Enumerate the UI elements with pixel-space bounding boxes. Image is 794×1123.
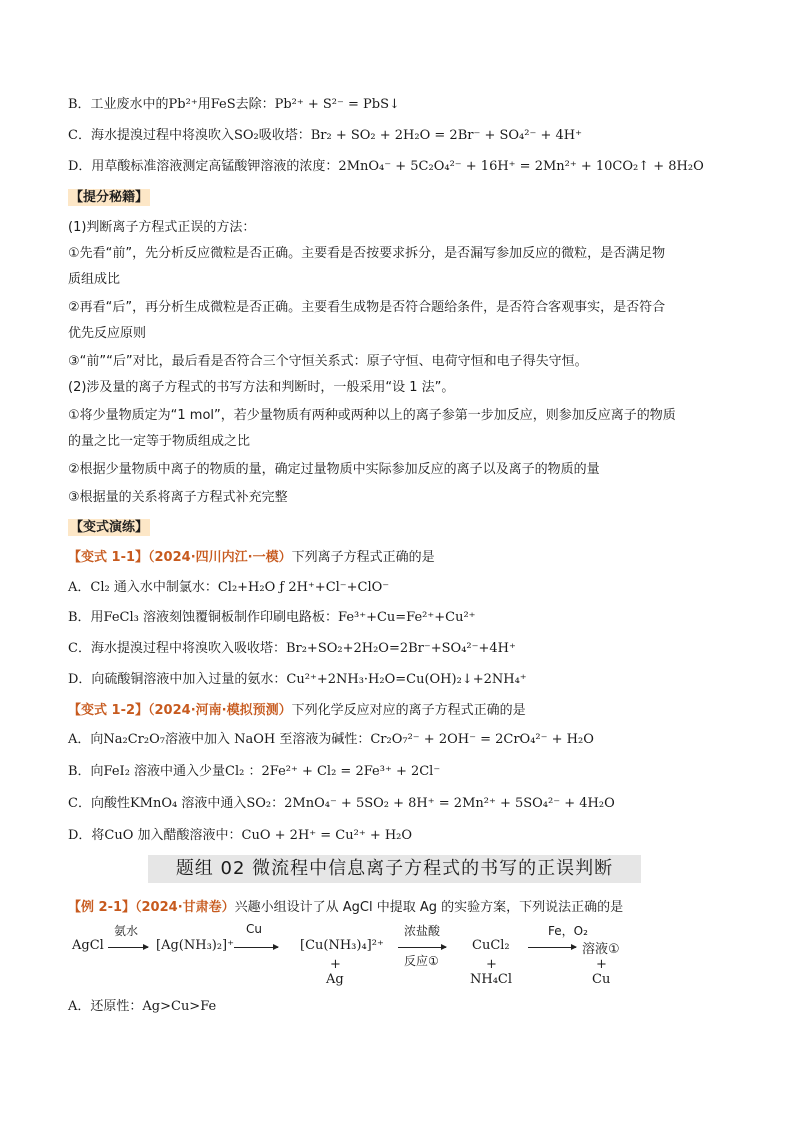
q1-option-b: B．用FeCl₃ 溶液刻蚀覆铜板制作印刷电路板：Fe³⁺+Cu=Fe²⁺+Cu²⁺ (68, 610, 476, 625)
q2-option-d: D．将CuO 加入醋酸溶液中：CuO + 2H⁺ = Cu²⁺ + H₂O (68, 828, 413, 843)
tips-heading: 【提分秘籍】 (70, 190, 149, 205)
tips-line: 优先反应原则 (68, 326, 147, 341)
tips-line: ①先看“前”，先分析反应微粒是否正确。主要看是否按要求拆分，是否漏写参加反应的微粒，是否满足物 (68, 246, 666, 261)
flow-node-solution: 溶液① (582, 942, 620, 957)
flow-byproduct-cu: Cu (592, 972, 611, 987)
arrow-label-hcl: 浓盐酸 (404, 924, 441, 938)
option-d-top: D．用草酸标准溶液测定高锰酸钾溶液的浓度：2MnO₄⁻ + 5C₂O₄²⁻ + 16H⁺ = 2Mn²⁺ + 10CO₂↑ + 8H₂O (68, 159, 704, 174)
q2-option-a: A．向Na₂Cr₂O₇溶液中加入 NaOH 至溶液为碱性：Cr₂O₇²⁻ + 2OH⁻ = 2CrO₄²⁻ + H₂O (68, 732, 594, 747)
tips-line: ②再看“后”，再分析生成微粒是否正确。主要看生成物是否符合题给条件，是否符合客观事实，是否符合 (68, 300, 666, 315)
question-source: （2024·四川内江·一模） (148, 550, 292, 565)
plus-sign: + (486, 957, 497, 972)
group-title: 题组 02 微流程中信息离子方程式的书写的正误判断 (148, 855, 641, 883)
q2-option-b: B．向FeI₂ 溶液中通入少量Cl₂ ：2Fe²⁺ + Cl₂ = 2Fe³⁺ + 2Cl⁻ (68, 764, 441, 779)
example-source: （2024·甘肃卷） (135, 900, 235, 915)
q1-option-d: D．向硫酸铜溶液中加入过量的氨水：Cu²⁺+2NH₃·H₂O=Cu(OH)₂↓+2NH₄⁺ (68, 672, 527, 687)
arrow-label-cu: Cu (246, 922, 262, 936)
tips-line: (2)涉及量的离子方程式的书写方法和判断时，一般采用“设 1 法”。 (68, 380, 455, 395)
flow-arrow (398, 947, 446, 948)
flow-diagram (68, 924, 668, 994)
flow-node-cucl2: CuCl₂ (472, 938, 510, 953)
practice-heading: 【变式演练】 (70, 520, 149, 535)
tips-line: ③根据量的关系将离子方程式补充完整 (68, 490, 288, 505)
flow-arrow (108, 947, 148, 948)
arrow-label-reaction: 反应① (404, 954, 439, 968)
example-2-1-stem (68, 899, 623, 917)
question-1-1-stem (68, 549, 435, 567)
q1-option-c: C．海水提溴过程中将溴吹入吸收塔：Br₂+SO₂+2H₂O=2Br⁻+SO₄²⁻+4H⁺ (68, 641, 516, 656)
flow-node-agcl: AgCl (72, 938, 104, 953)
tips-line: ①将少量物质定为“1 mol”，若少量物质有两种或两种以上的离子参第一步加反应，则参加反应离子的物质 (68, 408, 676, 423)
flow-arrow (528, 947, 576, 948)
tips-line: 的量之比一定等于物质组成之比 (68, 434, 251, 449)
flow-arrow (234, 947, 278, 948)
question-source: （2024·河南·模拟预测） (148, 703, 292, 718)
plus-sign: + (330, 957, 341, 972)
question-tag: 【变式 1-1】 (68, 550, 149, 565)
flow-byproduct-nh4cl: NH₄Cl (470, 972, 513, 987)
question-tag: 【变式 1-2】 (68, 703, 149, 718)
tips-line: 质组成比 (68, 272, 121, 287)
question-1-2-stem (68, 702, 526, 720)
option-c-top: C．海水提溴过程中将溴吹入SO₂吸收塔：Br₂ + SO₂ + 2H₂O = 2Br⁻ + SO₄²⁻ + 4H⁺ (68, 128, 582, 143)
question-text: 下列化学反应对应的离子方程式正确的是 (291, 703, 526, 718)
tips-line: ③“前”“后”对比，最后看是否符合三个守恒关系式：原子守恒、电荷守恒和电子得失守恒。 (68, 354, 588, 369)
plus-sign: + (596, 957, 607, 972)
q2-option-c: C．向酸性KMnO₄ 溶液中通入SO₂：2MnO₄⁻ + 5SO₂ + 8H⁺ = 2Mn²⁺ + 5SO₄²⁻ + 4H₂O (68, 796, 615, 811)
arrow-label-ammonia: 氨水 (114, 924, 139, 938)
tips-line: (1)判断离子方程式正误的方法： (68, 220, 256, 235)
flow-byproduct-ag: Ag (326, 972, 344, 987)
example-tag: 【例 2-1】 (68, 900, 136, 915)
question-text: 下列离子方程式正确的是 (291, 550, 435, 565)
tips-line: ②根据少量物质中离子的物质的量，确定过量物质中实际参加反应的离子以及离子的物质的量 (68, 462, 600, 477)
q1-option-a: A．Cl₂ 通入水中制氯水：Cl₂+H₂O ƒ 2H⁺+Cl⁻+ClO⁻ (68, 580, 390, 595)
option-b-top: B．工业废水中的Pb²⁺用FeS去除：Pb²⁺ + S²⁻ = PbS↓ (68, 97, 400, 112)
arrow-label-fe-o2: Fe，O₂ (548, 924, 588, 938)
example-text: 兴趣小组设计了从 AgCl 中提取 Ag 的实验方案，下列说法正确的是 (234, 900, 624, 915)
flow-node-cu-ammine: [Cu(NH₃)₄]²⁺ (300, 938, 384, 953)
flow-node-ag-ammine: [Ag(NH₃)₂]⁺ (156, 938, 234, 953)
example-option-a: A．还原性：Ag>Cu>Fe (68, 999, 217, 1014)
